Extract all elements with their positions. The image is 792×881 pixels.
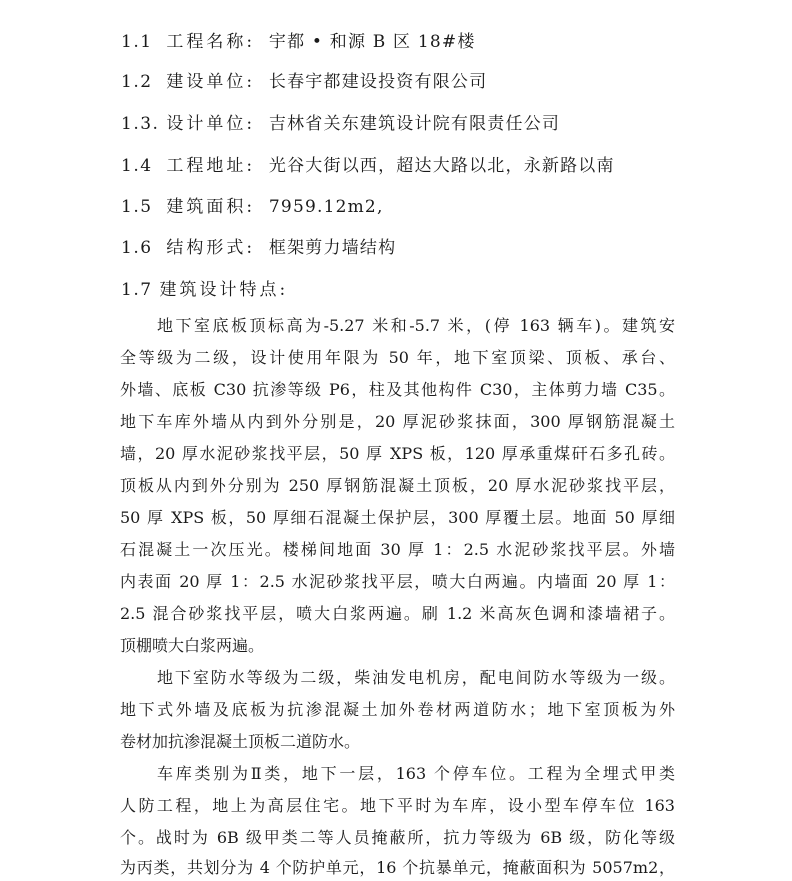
paragraph-line: 地下室防水等级为二级，柴油发电机房，配电间防水等级为一级。: [157, 668, 675, 687]
paragraph-line: 墙，20 厚水泥砂浆找平层，50 厚 XPS 板，120 厚承重煤矸石多孔砖。: [120, 444, 675, 463]
item-label: 工程地址:: [166, 156, 256, 176]
paragraph-line: 个。战时为 6B 级甲类二等人员掩蔽所，抗力等级为 6B 级，防化等级: [120, 828, 675, 847]
item-number: 1.6: [121, 238, 153, 258]
item-design-unit: [121, 114, 560, 134]
paragraph-line: 人防工程，地上为高层住宅。地下平时为车库，设小型车停车位 163: [120, 796, 675, 815]
item-building-area: [121, 197, 384, 217]
item-label: 建筑面积:: [166, 197, 256, 217]
paragraph-line: 卷材加抗渗混凝土顶板二道防水。: [120, 732, 361, 751]
item-number: 1.1: [121, 32, 153, 52]
item-label: 结构形式:: [166, 238, 256, 258]
item-design-features: [121, 280, 288, 300]
item-value: 吉林省关东建筑设计院有限责任公司: [268, 114, 561, 134]
item-value: 长春宇都建设投资有限公司: [268, 72, 488, 92]
paragraph-line: 2.5 混合砂浆找平层，喷大白浆两遍。刷 1.2 米高灰色调和漆墙裙子。: [120, 604, 675, 623]
item-project-address: [121, 156, 615, 176]
item-value: 7959.12m2,: [268, 197, 384, 217]
item-label: 工程名称:: [166, 32, 256, 52]
paragraph-line: 全等级为二级，设计使用年限为 50 年，地下室顶梁、顶板、承台、: [120, 348, 675, 367]
paragraph-line: 地下室底板顶标高为-5.27 米和-5.7 米，(停 163 辆车)。建筑安: [157, 316, 675, 335]
item-number: 1.4: [121, 156, 153, 176]
paragraph-line: 地下式外墙及底板为抗渗混凝土加外卷材两道防水；地下室顶板为外: [120, 700, 675, 719]
item-number: 1.2: [121, 72, 153, 92]
paragraph-line: 车库类别为Ⅱ类，地下一层，163 个停车位。工程为全埋式甲类: [157, 764, 675, 783]
item-construction-unit: [121, 72, 487, 92]
paragraph-line: 50 厚 XPS 板，50 厚细石混凝土保护层，300 厚覆土层。地面 50 厚细: [120, 508, 675, 527]
paragraph-line: 顶板从内到外分别为 250 厚钢筋混凝土顶板，20 厚水泥砂浆找平层，: [120, 476, 675, 495]
item-value: 框架剪力墙结构: [268, 238, 397, 258]
paragraph-line: 地下车库外墙从内到外分别是，20 厚泥砂浆抹面，300 厚钢筋混凝土: [120, 412, 675, 431]
item-label: 建筑设计特点:: [159, 280, 289, 300]
item-number: 1.5: [121, 197, 153, 217]
item-number: 1.7: [121, 280, 153, 300]
item-project-name: [121, 32, 476, 52]
paragraph-line: 顶棚喷大白浆两遍。: [120, 636, 265, 655]
paragraph-line: 内表面 20 厚 1：2.5 水泥砂浆找平层，喷大白两遍。内墙面 20 厚 1：: [120, 572, 675, 591]
paragraph-line: 为丙类，共划分为 4 个防护单元，16 个抗暴单元，掩蔽面积为 5057m2，: [120, 858, 675, 877]
item-value: 光谷大街以西，超达大路以北，永新路以南: [268, 156, 615, 176]
item-value: 宇都 • 和源 B 区 18#楼: [268, 32, 476, 52]
paragraph-line: 石混凝土一次压光。楼梯间地面 30 厚 1：2.5 水泥砂浆找平层。外墙: [120, 540, 675, 559]
paragraph-line: 外墙、底板 C30 抗渗等级 P6，柱及其他构件 C30，主体剪力墙 C35。: [120, 380, 675, 399]
item-label: 设计单位:: [166, 114, 256, 134]
item-label: 建设单位:: [166, 72, 256, 92]
item-structure-form: [121, 238, 396, 258]
item-number: 1.3.: [121, 114, 160, 134]
